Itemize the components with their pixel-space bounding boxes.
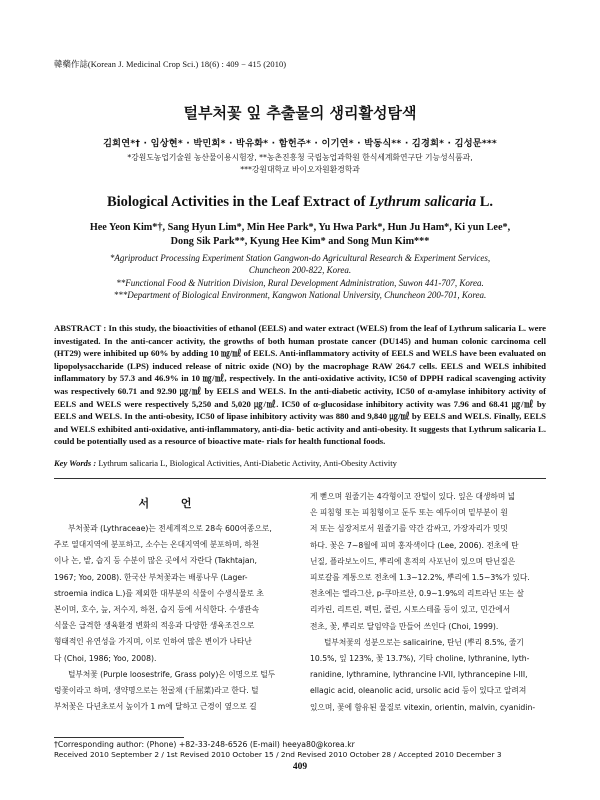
right-column — [310, 489, 546, 716]
title-prefix: Biological Activities in the Leaf Extract of — [106, 194, 370, 210]
english-affiliation-1a: *Agriproduct Processing Experiment Station Gangwon-do Agricultural Research & Experiment Services, — [109, 253, 491, 263]
text-line: 10.5%, 잎 123%, 꽃 13.7%), 기타 choline, lythranine, lyth- — [310, 654, 530, 664]
keywords-text: Lythrum salicaria L, Biological Activities, Anti-Diabetic Activity, Anti-Obesity Activity — [98, 458, 397, 468]
abstract-body — [54, 323, 546, 446]
english-affiliation-1b: Chuncheon 200-822, Korea. — [248, 265, 352, 275]
abstract-line: DPPH radical scavenging activity was respectively 60.71 and 92.90 ㎍/㎖ by EELS and WELS. In the anti-diabetic activity, — [54, 373, 546, 396]
text-line: 다 (Choi, 1986; Yoo, 2008). — [54, 653, 157, 663]
korean-affiliation-1: *강원도농업기술원 농산물이용시험장, **농촌진흥청 국립농업과학원 한식세계화연구단 기능성식품과, — [127, 153, 473, 162]
abstract-label: ABSTRACT : — [54, 323, 107, 333]
english-authors-line-2: Dong Sik Park**, Kyung Hee Kim* and Song Mun Kim*** — [170, 236, 430, 247]
section-title: 서 언 — [138, 497, 206, 510]
text-line: 본이며, 호수, 늪, 저수지, 하천, 습지 등에 서식한다. 수생관속 — [54, 605, 260, 615]
text-line: 은 피침형 또는 피침형이고 둔두 또는 예두이며 밑부분이 원 — [310, 508, 508, 518]
text-line: 부처꽃은 다년초로서 높이가 1 m에 달하고 근경이 옆으로 길 — [54, 702, 257, 712]
abstract-line: EELS and WELS inhibited inflammatory by 57.3 and 46.9% in 10 ㎎/㎖, respectively. In the anti-oxidative activity, IC50 of — [54, 360, 546, 384]
abstract-line: have been evaluated on lipopolysaccharide (LPS) induced release of nitric oxide (NO) by the macrophage RAW 264.7 cells. — [54, 348, 546, 371]
text-line: 게 뻗으며 원줄기는 4각형이고 잔털이 있다. 잎은 대생하며 넓 — [310, 492, 516, 501]
abstract-line: L. were investigated. In the anti-cancer activity, the growths of both human prostate cancer (DU145) and human colonic — [54, 323, 547, 346]
abstract — [54, 322, 546, 448]
korean-affiliation-2: ***강원대학교 바이오자원환경학과 — [240, 165, 360, 174]
text-line: 털부처꽃의 성분으로는 salicairine, 탄닌 (뿌리 8.5%, 줄기 — [324, 637, 524, 647]
text-line: stroemia indica L.)를 제외한 대부분의 식물이 수생식물로 초 — [54, 588, 264, 598]
text-line: 저 또는 심장저로서 원줄기를 약간 감싸고, 가장자리가 밋밋 — [310, 524, 508, 534]
text-line: 피로갈롤 계통으로 전초에 1.3~12.2%, 뿌리에 1.5~3%가 있다. — [310, 573, 530, 583]
text-line: 있으며, 꽃에 함유된 물질로 vitexin, orientin, malvin, cyanidin- — [310, 702, 536, 712]
korean-authors: 김희연*† · 임상현* · 박민희* · 박유화* · 함헌주* · 이기연* · 박동식** · 김경희* · 김성문*** — [103, 138, 497, 149]
abstract-line: rials for health functional foods. — [266, 436, 386, 447]
text-line: 주로 열대지역에 분포하고, 소수는 온대지역에 분포하며, 하천 — [54, 540, 260, 550]
text-line: 부처꽃과 (Lythraceae)는 전세계적으로 28속 600여종으로, — [68, 524, 272, 533]
text-line: 털부처꽃 (Purple loosestrife, Grass poly)은 이명으로 털두 — [68, 669, 276, 679]
abstract-line: IC50 of α-amylase inhibitory activity of EELS and WELS were respectively 5,250 and 5,020 ㎍/㎖. IC50 of α-glucosidase — [54, 385, 546, 409]
text-line: 렁꽃이라고 하며, 생약명으로는 천굴채 (千屈菜)라고 한다. 털 — [54, 686, 259, 696]
title-species: Lythrum salicaria — [369, 194, 477, 210]
english-title — [0, 194, 600, 211]
abstract-line: In this study, the bioactivities of ethanol (EELS) and water extract (WELS) from the leaf of Lythrum salicaria — [108, 323, 519, 333]
korean-title: 털부처꽃 잎 추출물의 생리활성탐색 — [183, 104, 417, 122]
text-line: 전초에는 엘라그산, p-쿠마르산, 0.9~1.9%의 리트라닌 또는 살 — [310, 589, 524, 599]
abstract-line: inhibitory activity was 7.96 and 68.41 ㎍/㎖ by EELS and WELS. In the anti-obesity, IC50 of lipase inhibitory activity was — [54, 398, 546, 422]
divider — [54, 478, 546, 479]
text-line: 1967; Yoo, 2008). 한국산 부처꽃과는 배롱나무 (Lager- — [54, 572, 248, 582]
text-line: ellagic acid, oleanolic acid, ursolic acid 등이 있다고 알려져 — [310, 686, 527, 696]
abstract-line: 880 and 9,840 ㎍/㎖ by EELS and WELS. Finally, EELS and WELS exhibited anti-oxidative, anti-inflammatory, anti-dia- — [54, 411, 546, 434]
text-line: 식물은 급격한 생육환경 변화의 적응과 다양한 생육조건으로 — [54, 621, 255, 631]
text-line: 이나 논, 밭, 습지 등 수분이 많은 곳에서 자란다 (Takhtajan, — [54, 556, 257, 566]
text-line: ranidine, lythramine, lythrancine I-VII, lythrancepine I-III, — [310, 670, 528, 680]
text-line: 전초, 꽃, 뿌리로 달임약을 만들어 쓰인다 (Choi, 1999). — [310, 621, 499, 631]
page-number: 409 — [292, 762, 308, 772]
footnote-received: Received 2010 September 2 / 1st Revised 2010 October 15 / 2nd Revised 2010 October 28 / Accepted 2010 December 3 — [54, 750, 502, 759]
abstract-line: betic activity and anti-obesity. It suggests that Lythrum salicaria L. could be potentially used as a resource of bioactive mate- — [54, 423, 546, 447]
keywords-label: Key Words : — [54, 458, 97, 468]
text-line: 형태적인 유연성을 가지며, 이로 인하여 많은 변이가 나타난 — [54, 637, 252, 647]
text-line: 닌질, 플라보노이드, 뿌리에 흔적의 사포닌이 있으며 탄닌질은 — [310, 556, 516, 566]
english-affiliation-2: **Functional Food & Nutrition Division, Rural Development Administration, Suwon 441-707, Korea. — [116, 278, 484, 288]
abstract-line: carcinoma cell (HT29) were inhibited up 60% by adding 10 ㎎/㎖ of EELS. Anti-inflammatory activity of EELS and WELS — [54, 335, 547, 359]
journal-header: 韓藥作誌(Korean J. Medicinal Crop Sci.) 18(6) : 409 − 415 (2010) — [54, 60, 287, 69]
title-suffix: L. — [476, 194, 494, 210]
text-line: 리카린, 리트린, 펙틴, 콜린, 시토스테롤 등이 있고, 민간에서 — [310, 605, 511, 615]
english-authors-line-1: Hee Yeon Kim*†, Sang Hyun Lim*, Min Hee Park*, Yu Hwa Park*, Hun Ju Ham*, Ki yun Lee*, — [89, 222, 511, 233]
text-line: 하다. 꽃은 7~8월에 피며 홍자색이다 (Lee, 2006). 전초에 탄 — [310, 540, 519, 550]
footnote-corresponding: †Corresponding author: (Phone) +82-33-248-6526 (E-mail) heeya80@korea.kr — [54, 740, 355, 749]
keywords — [54, 458, 397, 468]
footnote-divider — [54, 737, 184, 738]
english-affiliation-3: ***Department of Biological Environment, Kangwon National University, Chuncheon 200-701, Korea. — [113, 290, 487, 300]
left-column — [54, 521, 290, 715]
